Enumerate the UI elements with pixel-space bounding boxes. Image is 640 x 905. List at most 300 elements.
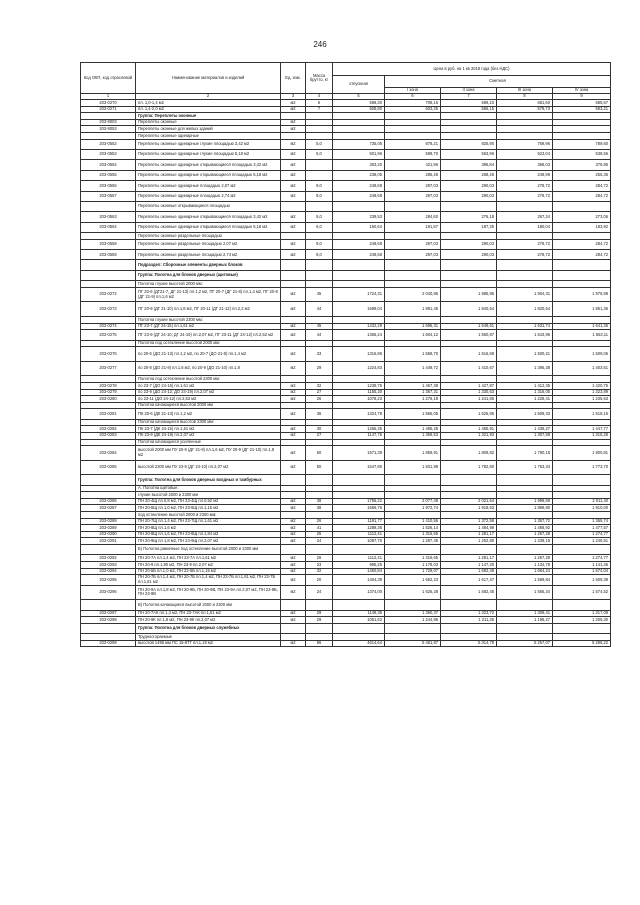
row-price-wholesale: 1460,84 (333, 568, 385, 575)
row-code: 203-0558 (81, 239, 136, 249)
row-mass (306, 281, 333, 288)
row-price-zone-3: 523,04 (497, 149, 553, 159)
row-price-zone-3 (497, 119, 553, 126)
row-code: 203-0288 (81, 518, 136, 525)
row-code: 203-0297 (81, 610, 136, 617)
group-row (81, 270, 611, 280)
row-price-zone-1 (385, 270, 441, 280)
row-price-wholesale (333, 281, 385, 288)
row-mass: 41 (306, 525, 333, 532)
row-name: Полотна под остекление высотой 2000 мм: (136, 340, 281, 347)
row-mass: 96 (306, 640, 333, 647)
row-price-zone-4: 183,92 (553, 222, 611, 232)
row-name: Переплеты оконные для жилых зданий (136, 126, 281, 133)
row-price-zone-3: 1 599,84 (497, 575, 553, 585)
row-price-zone-4 (553, 623, 611, 633)
price-table (80, 62, 611, 647)
table-row (81, 382, 611, 389)
row-unit: м2 (281, 562, 306, 569)
row-price-zone-1 (385, 317, 441, 324)
row-code: 203-0298 (81, 617, 136, 624)
row-price-zone-3 (497, 270, 553, 280)
row-price-zone-4: 1 975,99 (553, 287, 611, 302)
table-row (81, 446, 611, 461)
row-unit: м2 (281, 389, 306, 396)
row-price-zone-2 (441, 512, 497, 519)
row-price-zone-2 (441, 126, 497, 133)
row-price-wholesale: 1404,39 (333, 575, 385, 585)
row-price-wholesale: 1239,75 (333, 382, 385, 389)
row-price-zone-3: 1 267,28 (497, 555, 553, 562)
row-mass (306, 512, 333, 519)
row-price-zone-1: 1 358,53 (385, 432, 441, 439)
row-unit (281, 260, 306, 270)
row-mass: 30 (306, 426, 333, 433)
row-price-wholesale (333, 485, 385, 492)
row-code: 203-0285 (81, 460, 136, 475)
header-zone-4: IV зона (553, 88, 611, 94)
row-price-zone-2: 1 241,85 (441, 396, 497, 403)
row-price-zone-2 (441, 623, 497, 633)
row-price-wholesale (333, 132, 385, 139)
row-price-zone-1: 1 891,45 (385, 302, 441, 317)
row-price-zone-4: 1 403,61 (553, 361, 611, 376)
row-price-zone-2 (441, 545, 497, 555)
row-price-wholesale: 1087,76 (333, 538, 385, 545)
row-code: 203-0273 (81, 302, 136, 317)
row-code: 203-0281 (81, 409, 136, 419)
row-price-zone-3: 1 412,35 (497, 382, 553, 389)
row-price-zone-3 (497, 281, 553, 288)
row-price-zone-3: 579,73 (497, 106, 553, 113)
row-price-zone-1: 1 287,45 (385, 538, 441, 545)
row-price-zone-1 (385, 623, 441, 633)
row-unit: м2 (281, 426, 306, 433)
row-name: по 20-8 (ДО 21-9) пл.1,6 м2, по 20-9 (ДО 21-10) пл.1,8 (136, 361, 281, 376)
row-price-zone-2: 1 919,63 (441, 505, 497, 512)
row-price-zone-1: 1 178,03 (385, 562, 441, 569)
row-price-zone-3 (497, 317, 553, 324)
table-row (81, 518, 611, 525)
row-price-wholesale: 1224,83 (333, 361, 385, 376)
row-code: 203-0271 (81, 106, 136, 113)
group-row (81, 623, 611, 633)
row-price-zone-3: 5 257,07 (497, 640, 553, 647)
row-code: 203-0291 (81, 538, 136, 545)
row-name: Переплеты оконные одинарные (136, 132, 281, 139)
row-price-zone-2: 1 840,54 (441, 302, 497, 317)
row-name: ПГ 23-9 (ДГ 24-10; ДГ 24-19) пл.2,07 м2, ПГ 23-11 (ДГ 24-12) пл.2,53 м2 (136, 330, 281, 340)
row-mass: 38 (306, 498, 333, 505)
row-price-zone-2: 1 281,17 (441, 555, 497, 562)
row-price-zone-2: 290,03 (441, 181, 497, 191)
header-wholesale: отпускная (333, 76, 385, 94)
row-price-zone-2: 396,84 (441, 160, 497, 170)
row-price-zone-1: 1 831,98 (385, 460, 441, 475)
table-row (81, 498, 611, 505)
row-mass: 27 (306, 432, 333, 439)
row-price-zone-1 (385, 492, 441, 499)
group-row (81, 260, 611, 270)
row-unit: м2 (281, 555, 306, 562)
row-price-zone-1: 1 604,12 (385, 330, 441, 340)
row-price-zone-3: 1 565,34 (497, 585, 553, 600)
row-unit: м2 (281, 460, 306, 475)
row-price-wholesale (333, 270, 385, 280)
row-name: Полотна качающиеся высотой 2300 мм: (136, 419, 281, 426)
table-row (81, 460, 611, 475)
table-row (81, 505, 611, 512)
table-row (81, 617, 611, 624)
row-price-zone-2: 187,35 (441, 222, 497, 232)
row-price-zone-4: 1 274,77 (553, 531, 611, 538)
row-mass (306, 600, 333, 610)
row-mass (306, 160, 333, 170)
row-price-zone-1: 285,48 (385, 170, 441, 180)
row-code (81, 512, 136, 519)
row-price-zone-2 (441, 201, 497, 211)
row-price-wholesale: 239,53 (333, 212, 385, 222)
row-price-zone-3: 1 664,24 (497, 568, 553, 575)
row-code: 203-0555 (81, 170, 136, 180)
row-price-zone-1: 297,03 (385, 239, 441, 249)
row-name: Трудносгораемые (136, 634, 281, 641)
row-price-zone-3: 1 468,92 (497, 525, 553, 532)
row-price-zone-4: 1 641,36 (553, 323, 611, 330)
row-price-zone-1 (385, 439, 441, 446)
row-name: Переплеты оконные раздельные площадью 2,74 м2 (136, 250, 281, 260)
row-price-wholesale (333, 260, 385, 270)
row-price-zone-4 (553, 126, 611, 133)
row-mass: 24 (306, 538, 333, 545)
group-row (81, 492, 611, 499)
row-price-wholesale: 248,68 (333, 181, 385, 191)
row-mass (306, 201, 333, 211)
row-price-zone-4: 1 609,38 (553, 575, 611, 585)
table-row (81, 181, 611, 191)
table-row (81, 170, 611, 180)
table-row (81, 426, 611, 433)
row-price-zone-4 (553, 201, 611, 211)
row-price-wholesale: 160,64 (333, 222, 385, 232)
row-price-zone-4: 284,72 (553, 181, 611, 191)
row-price-zone-4: 789,60 (553, 139, 611, 149)
row-unit (281, 492, 306, 499)
row-price-zone-2 (441, 475, 497, 485)
row-price-zone-2: 1 372,58 (441, 518, 497, 525)
row-price-wholesale: 1316,86 (333, 347, 385, 362)
row-mass (306, 634, 333, 641)
row-unit: м2 (281, 191, 306, 201)
row-code (81, 317, 136, 324)
group-row (81, 113, 611, 120)
row-price-zone-4 (553, 634, 611, 641)
row-price-zone-1: 421,96 (385, 160, 441, 170)
row-price-zone-1 (385, 475, 441, 485)
row-name: по 23-7 (ДО 24-15) пл.1,61 м2 (136, 382, 281, 389)
row-unit: м2 (281, 212, 306, 222)
row-unit: м2 (281, 585, 306, 600)
row-name: Группа: Полотна для блоков дверных (щитовые) (136, 270, 281, 280)
row-price-zone-3: 1 228,41 (497, 396, 553, 403)
row-price-wholesale (333, 233, 385, 240)
row-price-zone-1: 1 566,05 (385, 409, 441, 419)
row-name: ПН 20-8Щ пл.1,6 м2, ПН 23-8Щ пл.1,84 м2 (136, 531, 281, 538)
row-price-wholesale (333, 439, 385, 446)
row-code: 203-0284 (81, 446, 136, 461)
table-row (81, 575, 611, 585)
row-price-wholesale: 1324,78 (333, 409, 385, 419)
row-price-zone-4 (553, 492, 611, 499)
row-name: ПН 20-9К пл.1,8 м2, ПН 23-9К пл.2,07 м2 (136, 617, 281, 624)
row-price-zone-4: 2 011,40 (553, 498, 611, 505)
row-price-zone-3 (497, 260, 553, 270)
row-name: ПГ 23-7 (ДГ 24-15) пл.1,61 м2 (136, 323, 281, 330)
row-code: 203-0286 (81, 498, 136, 505)
row-mass (306, 623, 333, 633)
row-code: 203-0272 (81, 287, 136, 302)
row-name: Переплеты оконные раздельные площадью (136, 233, 281, 240)
row-price-zone-1: 5 461,87 (385, 640, 441, 647)
row-price-zone-2 (441, 119, 497, 126)
row-price-zone-4: 1 365,74 (553, 518, 611, 525)
row-name: ПН 20-9А пл.1,8 м2, ПН 20-9Б, ПН 20-9В, ПН 23-9А пл.2,07 м2, ПН 23-9Б, ПН 23-9В (136, 585, 281, 600)
row-name: Группа: Полотна для блоков дверных служебных (136, 623, 281, 633)
row-price-zone-1: 1 316,65 (385, 555, 441, 562)
row-code: 203-0290 (81, 531, 136, 538)
row-price-zone-3 (497, 492, 553, 499)
row-price-zone-2: 1 525,85 (441, 409, 497, 419)
row-price-wholesale: 1374,00 (333, 585, 385, 600)
row-price-wholesale (333, 492, 385, 499)
row-price-zone-3: 1 239,19 (497, 538, 553, 545)
row-price-zone-3: 180,04 (497, 222, 553, 232)
row-name: Переплеты оконные (136, 119, 281, 126)
row-price-zone-4 (553, 419, 611, 426)
table-row (81, 106, 611, 113)
row-mass: 5,0 (306, 212, 333, 222)
row-price-zone-4: 256,35 (553, 170, 611, 180)
column-number: 7 (441, 94, 497, 100)
row-price-zone-4 (553, 260, 611, 270)
row-unit: м2 (281, 568, 306, 575)
row-code: 203-0556 (81, 181, 136, 191)
row-price-zone-1: 1 367,31 (385, 389, 441, 396)
group-row (81, 419, 611, 426)
row-unit: м2 (281, 100, 306, 107)
row-price-zone-2 (441, 600, 497, 610)
row-price-wholesale: 1265,35 (333, 426, 385, 433)
row-price-zone-4 (553, 485, 611, 492)
row-name: ПН 20-9Щ пл.1,8 м2, ПН 23-9Щ пл.2,07 м2 (136, 538, 281, 545)
row-mass: 9,0 (306, 239, 333, 249)
row-price-zone-4: 1 773,70 (553, 460, 611, 475)
row-mass (306, 419, 333, 426)
row-price-zone-4: 1 553,11 (553, 330, 611, 340)
row-price-zone-1: 1 972,74 (385, 505, 441, 512)
row-name: ПГ 20-6 (ДГ21-7, ДГ 21-13) пл.1,2 м2, ПГ 20-7 (ДГ 21-8) пл.1,4 м2, ПГ 20-8 (ДГ 21-9) пл.1,6 м2 (136, 287, 281, 302)
row-price-zone-4: 273,06 (553, 212, 611, 222)
row-price-zone-2: 1 617,47 (441, 575, 497, 585)
row-price-zone-3 (497, 545, 553, 555)
row-code: 203-0557 (81, 191, 136, 201)
row-price-zone-3: 1 509,33 (497, 409, 553, 419)
row-price-zone-3 (497, 402, 553, 409)
row-name: по 23-11 (ДО 24-12) пл.2,53 м2 (136, 396, 281, 403)
column-number: 1 (81, 94, 136, 100)
page-number: 246 (313, 40, 327, 49)
row-name: Переплеты оконные одинарные глухие площадью 3,42 м2 (136, 139, 281, 149)
row-unit (281, 623, 306, 633)
row-price-zone-4: 1 509,06 (553, 347, 611, 362)
row-unit: м2 (281, 575, 306, 585)
group-row (81, 201, 611, 211)
row-price-zone-3: 1 439,27 (497, 426, 553, 433)
table-row (81, 361, 611, 376)
row-name: Полотна глухие высотой 2000 мм: (136, 281, 281, 288)
row-price-zone-2: 825,90 (441, 139, 497, 149)
row-price-zone-4: 1 910,00 (553, 505, 611, 512)
row-name: Б) Полотна рамочные под остекление высотой 2000 и 2300 мм (136, 545, 281, 555)
row-price-zone-4: 1 574,52 (553, 585, 611, 600)
row-unit: м2 (281, 119, 306, 126)
table-row (81, 538, 611, 545)
table-row (81, 126, 611, 133)
row-code: 203-0294 (81, 568, 136, 575)
row-name: Переплеты оконные одинарные открывающиеся площадью 5,18 м2 (136, 222, 281, 232)
row-price-wholesale: 735,05 (333, 139, 385, 149)
row-price-zone-1: 708,16 (385, 100, 441, 107)
row-price-wholesale: 353,20 (333, 160, 385, 170)
row-price-zone-3: 1 631,74 (497, 323, 553, 330)
table-row (81, 610, 611, 617)
row-code: 203-0296 (81, 585, 136, 600)
row-price-wholesale: 1755,22 (333, 498, 385, 505)
row-price-zone-3: 681,60 (497, 100, 553, 107)
row-code: 203-0275 (81, 330, 136, 340)
row-price-zone-1: 1 729,07 (385, 568, 441, 575)
row-unit (281, 233, 306, 240)
row-code (81, 475, 136, 485)
row-code: 203-0279 (81, 389, 136, 396)
row-price-wholesale (333, 402, 385, 409)
row-price-zone-1: 1 859,91 (385, 446, 441, 461)
row-price-zone-1 (385, 113, 441, 120)
row-mass: 20 (306, 575, 333, 585)
row-mass: 26 (306, 396, 333, 403)
row-price-zone-3: 1 790,18 (497, 446, 553, 461)
group-row (81, 439, 611, 446)
row-name: А. Полотна щитовые: (136, 485, 281, 492)
row-unit (281, 512, 306, 519)
header-code: Код ОКП, код отраслевой (81, 63, 136, 94)
row-name: Переплеты оконные одинарные открывающиеся площадью 3,42 м2 (136, 212, 281, 222)
row-price-zone-3 (497, 623, 553, 633)
row-unit (281, 439, 306, 446)
row-price-zone-2: 1 985,86 (441, 287, 497, 302)
row-price-zone-3: 1 763,34 (497, 460, 553, 475)
row-unit: м2 (281, 518, 306, 525)
row-price-zone-4 (553, 281, 611, 288)
row-code (81, 201, 136, 211)
row-price-zone-1: 1 626,28 (385, 585, 441, 600)
table-row (81, 525, 611, 532)
row-unit (281, 340, 306, 347)
row-price-zone-4: 1 518,16 (553, 409, 611, 419)
row-unit: м2 (281, 505, 306, 512)
row-unit: м2 (281, 538, 306, 545)
table-row (81, 347, 611, 362)
row-price-zone-2: 1 560,87 (441, 330, 497, 340)
row-unit (281, 270, 306, 280)
row-price-zone-4: 5 288,22 (553, 640, 611, 647)
row-code (81, 260, 136, 270)
row-price-zone-1: 599,70 (385, 149, 441, 159)
row-price-zone-1: 1 316,65 (385, 531, 441, 538)
row-unit: м2 (281, 323, 306, 330)
row-price-wholesale: 248,68 (333, 250, 385, 260)
row-price-wholesale: 1571,39 (333, 446, 385, 461)
row-unit: м2 (281, 250, 306, 260)
row-code: 203-0292 (81, 555, 136, 562)
row-price-zone-4: 583,21 (553, 106, 611, 113)
table-body (81, 100, 611, 647)
row-mass: 60 (306, 446, 333, 461)
header-unit: Ед. изм. (281, 63, 306, 94)
group-row (81, 340, 611, 347)
row-price-zone-3 (497, 201, 553, 211)
row-code (81, 270, 136, 280)
row-price-zone-3 (497, 512, 553, 519)
row-price-zone-2: 1 211,35 (441, 617, 497, 624)
row-name: Группа: Переплеты оконные (136, 113, 281, 120)
row-price-zone-3 (497, 113, 553, 120)
row-price-zone-4: 1 674,04 (553, 568, 611, 575)
row-code: 203-0293 (81, 562, 136, 569)
row-price-wholesale: 508,80 (333, 106, 385, 113)
row-unit: м2 (281, 149, 306, 159)
row-name: Группа: Полотна для блоков дверных входных и тамбурных (136, 475, 281, 485)
table-row (81, 119, 611, 126)
row-price-wholesale: 501,96 (333, 149, 385, 159)
row-price-zone-2 (441, 439, 497, 446)
table-row (81, 640, 611, 647)
row-price-zone-4: 1 800,81 (553, 446, 611, 461)
row-name: ПН 20-7АК пл.1,4 м2, ПН 23-7АК пл.1,61 м2 (136, 610, 281, 617)
row-price-zone-1 (385, 600, 441, 610)
row-price-zone-3: 267,34 (497, 212, 553, 222)
row-price-zone-2: 290,03 (441, 250, 497, 260)
row-price-zone-3: 1 904,31 (497, 287, 553, 302)
header-mass: Масса брутто, кг (306, 63, 333, 94)
row-price-zone-3: 368,03 (497, 160, 553, 170)
column-number: 8 (497, 94, 553, 100)
row-name: Полотна под остекление высотой 2300 мм: (136, 376, 281, 383)
row-code (81, 376, 136, 383)
row-price-wholesale: 1666,76 (333, 505, 385, 512)
row-code: 203-0283 (81, 432, 136, 439)
row-price-wholesale: 1112,41 (333, 555, 385, 562)
row-mass (306, 260, 333, 270)
row-unit: м2 (281, 498, 306, 505)
row-unit: м2 (281, 432, 306, 439)
row-name: Переплеты оконные одинарные глухие площадью 5,18 м2 (136, 149, 281, 159)
row-price-zone-4: 1 274,77 (553, 555, 611, 562)
row-price-zone-1 (385, 485, 441, 492)
row-unit (281, 132, 306, 139)
row-price-zone-4 (553, 233, 611, 240)
row-unit: м2 (281, 160, 306, 170)
